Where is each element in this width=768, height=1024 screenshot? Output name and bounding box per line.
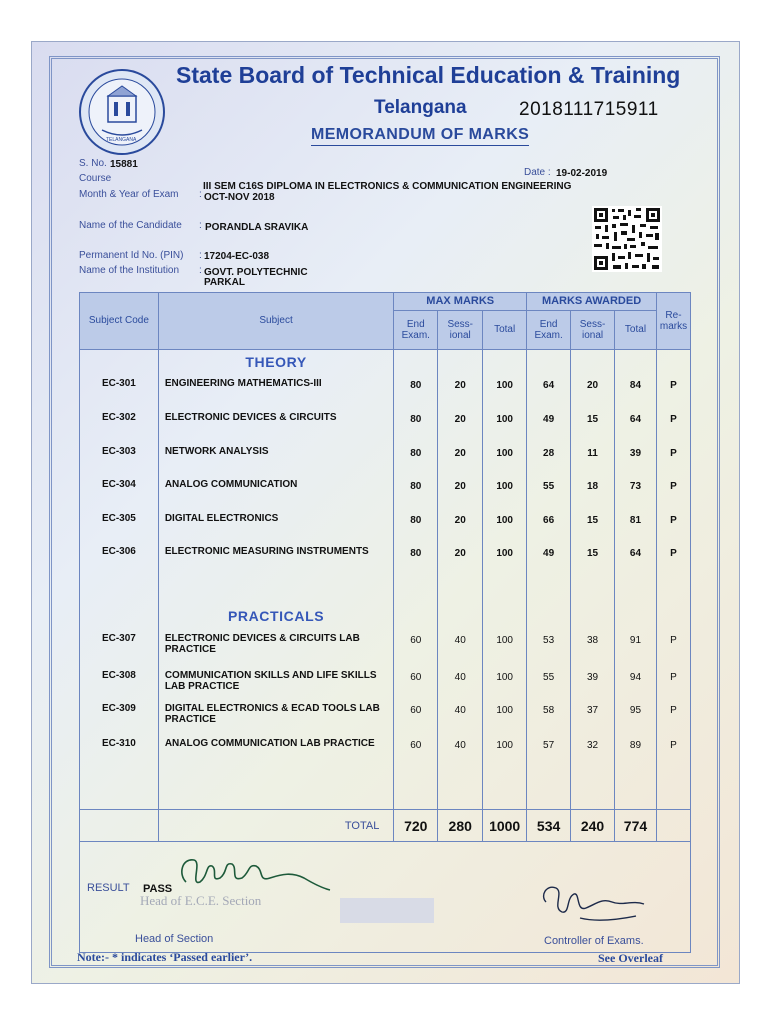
table-row bbox=[80, 509, 691, 543]
total-awarded-end: 534 bbox=[527, 810, 571, 842]
header-remarks: Re-marks bbox=[656, 293, 690, 350]
awarded-sessional: 15 bbox=[571, 509, 615, 543]
subject-name: ELECTRONIC DEVICES & CIRCUITS bbox=[158, 408, 393, 442]
header-subject: Subject bbox=[158, 293, 393, 350]
max-end-exam: 60 bbox=[394, 699, 438, 735]
inst-colon: : bbox=[199, 265, 202, 276]
awarded-end-exam: 64 bbox=[527, 374, 571, 408]
sno-value: 15881 bbox=[110, 159, 138, 170]
board-title: State Board of Technical Education & Training bbox=[176, 62, 681, 88]
see-overleaf: See Overleaf bbox=[598, 951, 663, 965]
subject-name: ANALOG COMMUNICATION LAB PRACTICE bbox=[158, 734, 393, 810]
awarded-sessional: 15 bbox=[571, 408, 615, 442]
table-row bbox=[80, 408, 691, 442]
total-awarded-total: 774 bbox=[615, 810, 657, 842]
awarded-end-exam: 57 bbox=[527, 734, 571, 810]
memo-title: MEMORANDUM OF MARKS bbox=[311, 126, 529, 146]
awarded-end-exam: 55 bbox=[527, 475, 571, 509]
marks-table-body bbox=[80, 349, 691, 810]
table-row bbox=[80, 442, 691, 476]
remark: P bbox=[656, 442, 690, 476]
seal-caption: TELANGANA bbox=[106, 137, 137, 143]
subject-name: NETWORK ANALYSIS bbox=[158, 442, 393, 476]
total-awarded-sessional: 240 bbox=[571, 810, 615, 842]
awarded-sessional: 39 bbox=[571, 666, 615, 699]
subject-name: DIGITAL ELECTRONICS & ECAD TOOLS LAB PRACTICE bbox=[158, 699, 393, 735]
institution-label: Name of the Institution bbox=[79, 265, 180, 276]
subject-name: COMMUNICATION SKILLS AND LIFE SKILLS LAB PRACTICE bbox=[158, 666, 393, 699]
awarded-total: 73 bbox=[615, 475, 657, 509]
awarded-sessional: 32 bbox=[571, 734, 615, 810]
max-end-exam: 80 bbox=[394, 475, 438, 509]
header-max-sessional: Sess-ional bbox=[438, 310, 483, 349]
subject-code: EC-301 bbox=[80, 374, 159, 408]
awarded-total: 91 bbox=[615, 629, 657, 666]
max-end-exam: 80 bbox=[394, 542, 438, 602]
memo-serial-number: 2018111715911 bbox=[519, 99, 659, 120]
max-sessional: 40 bbox=[438, 629, 483, 666]
section-practicals: PRACTICALS bbox=[158, 602, 393, 629]
section-row-practicals bbox=[80, 602, 691, 629]
subject-code: EC-310 bbox=[80, 734, 159, 810]
subject-code: EC-308 bbox=[80, 666, 159, 699]
awarded-total: 39 bbox=[615, 442, 657, 476]
header-max-marks: MAX MARKS bbox=[394, 293, 527, 311]
header-subject-code: Subject Code bbox=[80, 293, 159, 350]
max-total: 100 bbox=[483, 408, 527, 442]
table-row bbox=[80, 475, 691, 509]
redacted-box bbox=[340, 898, 434, 923]
subject-code: EC-306 bbox=[80, 542, 159, 602]
max-end-exam: 60 bbox=[394, 666, 438, 699]
max-total: 100 bbox=[483, 629, 527, 666]
awarded-end-exam: 49 bbox=[527, 542, 571, 602]
awarded-total: 94 bbox=[615, 666, 657, 699]
pin-colon: : bbox=[199, 250, 202, 261]
subject-code: EC-303 bbox=[80, 442, 159, 476]
subject-code: EC-302 bbox=[80, 408, 159, 442]
qr-code bbox=[592, 206, 662, 272]
awarded-total: 81 bbox=[615, 509, 657, 543]
header-awarded-end-exam: End Exam. bbox=[527, 310, 571, 349]
awarded-sessional: 18 bbox=[571, 475, 615, 509]
totals-row bbox=[80, 810, 691, 842]
table-row bbox=[80, 666, 691, 699]
max-total: 100 bbox=[483, 442, 527, 476]
max-total: 100 bbox=[483, 475, 527, 509]
max-sessional: 20 bbox=[438, 442, 483, 476]
remark: P bbox=[656, 374, 690, 408]
awarded-sessional: 37 bbox=[571, 699, 615, 735]
head-of-section-label: Head of Section bbox=[135, 933, 214, 945]
max-sessional: 40 bbox=[438, 734, 483, 810]
table-row bbox=[80, 542, 691, 602]
course-label: Course bbox=[79, 173, 112, 184]
max-sessional: 20 bbox=[438, 509, 483, 543]
total-max-sessional: 280 bbox=[438, 810, 483, 842]
max-end-exam: 60 bbox=[394, 629, 438, 666]
header-awarded-sessional: Sess-ional bbox=[571, 310, 615, 349]
max-total: 100 bbox=[483, 509, 527, 543]
awarded-total: 84 bbox=[615, 374, 657, 408]
awarded-end-exam: 28 bbox=[527, 442, 571, 476]
awarded-sessional: 20 bbox=[571, 374, 615, 408]
max-sessional: 20 bbox=[438, 408, 483, 442]
controller-label: Controller of Exams. bbox=[544, 935, 644, 947]
footnote: Note:- * indicates ‘Passed earlier’. bbox=[77, 950, 253, 964]
max-sessional: 20 bbox=[438, 374, 483, 408]
course-value: III SEM C16S DIPLOMA IN ELECTRONICS & COMMUNICATION ENGINEERING bbox=[203, 181, 572, 192]
section-row-theory bbox=[80, 349, 691, 374]
awarded-end-exam: 49 bbox=[527, 408, 571, 442]
remark: P bbox=[656, 734, 690, 810]
awarded-end-exam: 58 bbox=[527, 699, 571, 735]
total-max-total: 1000 bbox=[483, 810, 527, 842]
awarded-total: 95 bbox=[615, 699, 657, 735]
awarded-end-exam: 66 bbox=[527, 509, 571, 543]
candidate-name: PORANDLA SRAVIKA bbox=[205, 222, 309, 233]
max-total: 100 bbox=[483, 542, 527, 602]
remark: P bbox=[656, 475, 690, 509]
total-max-end: 720 bbox=[394, 810, 438, 842]
table-row bbox=[80, 699, 691, 735]
header-max-total: Total bbox=[483, 310, 527, 349]
awarded-end-exam: 53 bbox=[527, 629, 571, 666]
header-awarded-total: Total bbox=[615, 310, 657, 349]
state-name: Telangana bbox=[374, 97, 467, 118]
awarded-sessional: 38 bbox=[571, 629, 615, 666]
head-of-section-signature bbox=[172, 852, 332, 896]
exam-value: OCT-NOV 2018 bbox=[204, 192, 275, 203]
pin-label: Permanent Id No. (PIN) bbox=[79, 250, 184, 261]
subject-name: ANALOG COMMUNICATION bbox=[158, 475, 393, 509]
header-marks-awarded: MARKS AWARDED bbox=[527, 293, 657, 311]
controller-signature bbox=[536, 878, 656, 932]
max-sessional: 20 bbox=[438, 542, 483, 602]
remark: P bbox=[656, 629, 690, 666]
pin-value: 17204-EC-038 bbox=[204, 251, 270, 262]
table-row bbox=[80, 629, 691, 666]
awarded-sessional: 15 bbox=[571, 542, 615, 602]
subject-code: EC-309 bbox=[80, 699, 159, 735]
max-total: 100 bbox=[483, 699, 527, 735]
head-of-section-stamp: Head of E.C.E. Section bbox=[140, 893, 262, 908]
candidate-name-label: Name of the Candidate bbox=[79, 220, 182, 231]
sno-label: S. No. bbox=[79, 158, 107, 169]
remark: P bbox=[656, 542, 690, 602]
institution-line2: PARKAL bbox=[204, 277, 245, 288]
awarded-total: 89 bbox=[615, 734, 657, 810]
result-label: RESULT bbox=[87, 882, 130, 894]
name-colon: : bbox=[199, 220, 202, 231]
remark: P bbox=[656, 699, 690, 735]
max-end-exam: 80 bbox=[394, 442, 438, 476]
table-row bbox=[80, 734, 691, 810]
subject-code: EC-307 bbox=[80, 629, 159, 666]
awarded-total: 64 bbox=[615, 542, 657, 602]
max-end-exam: 80 bbox=[394, 374, 438, 408]
section-theory: THEORY bbox=[158, 349, 393, 374]
awarded-sessional: 11 bbox=[571, 442, 615, 476]
max-end-exam: 60 bbox=[394, 734, 438, 810]
exam-colon: : bbox=[199, 189, 202, 200]
result-value: PASS bbox=[143, 883, 173, 895]
remark: P bbox=[656, 666, 690, 699]
table-row bbox=[80, 374, 691, 408]
max-sessional: 20 bbox=[438, 475, 483, 509]
subject-name: ELECTRONIC MEASURING INSTRUMENTS bbox=[158, 542, 393, 602]
max-total: 100 bbox=[483, 374, 527, 408]
max-sessional: 40 bbox=[438, 666, 483, 699]
max-total: 100 bbox=[483, 734, 527, 810]
date-value: 19-02-2019 bbox=[556, 168, 608, 179]
header-max-end-exam: End Exam. bbox=[394, 310, 438, 349]
subject-name: DIGITAL ELECTRONICS bbox=[158, 509, 393, 543]
remark: P bbox=[656, 509, 690, 543]
max-total: 100 bbox=[483, 666, 527, 699]
remark: P bbox=[656, 408, 690, 442]
total-label: TOTAL bbox=[158, 810, 393, 842]
exam-label: Month & Year of Exam bbox=[79, 189, 179, 200]
marks-table bbox=[79, 292, 691, 842]
awarded-total: 64 bbox=[615, 408, 657, 442]
subject-code: EC-305 bbox=[80, 509, 159, 543]
institution-line1: GOVT. POLYTECHNIC bbox=[204, 267, 308, 278]
max-sessional: 40 bbox=[438, 699, 483, 735]
date-label: Date : bbox=[524, 167, 551, 178]
subject-name: ENGINEERING MATHEMATICS-III bbox=[158, 374, 393, 408]
awarded-end-exam: 55 bbox=[527, 666, 571, 699]
subject-code: EC-304 bbox=[80, 475, 159, 509]
max-end-exam: 80 bbox=[394, 509, 438, 543]
subject-name: ELECTRONIC DEVICES & CIRCUITS LAB PRACTICE bbox=[158, 629, 393, 666]
max-end-exam: 80 bbox=[394, 408, 438, 442]
